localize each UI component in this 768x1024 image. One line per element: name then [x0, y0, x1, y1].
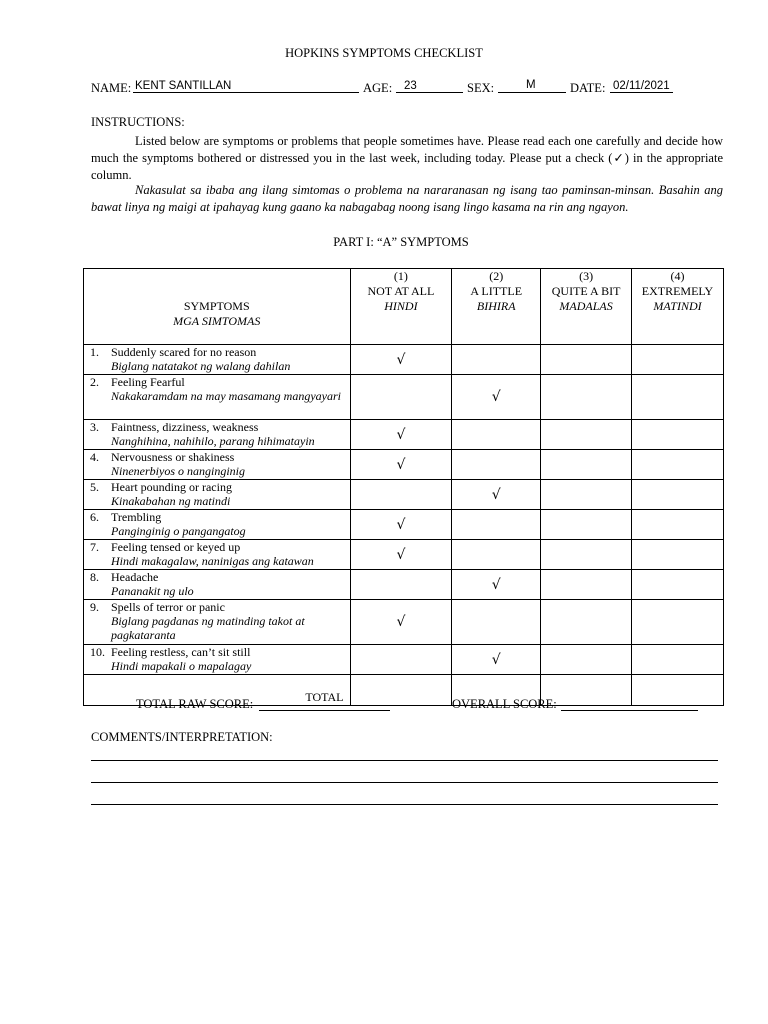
- rating-header-num: (2): [489, 269, 504, 283]
- symptom-english: Trembling: [111, 510, 162, 524]
- check-mark-icon: √: [491, 651, 501, 668]
- rating-cell[interactable]: [632, 420, 724, 450]
- rating-cell[interactable]: [541, 600, 632, 645]
- rating-cell[interactable]: [632, 450, 724, 480]
- symptom-number: 6.: [90, 510, 99, 524]
- check-mark-icon: √: [396, 516, 406, 533]
- symptom-number: 7.: [90, 540, 99, 554]
- rating-cell[interactable]: [452, 600, 541, 645]
- document-title: HOPKINS SYMPTOMS CHECKLIST: [285, 46, 483, 60]
- symptom-cell: [84, 450, 351, 480]
- table-row: [84, 375, 724, 420]
- table-row: [84, 420, 724, 450]
- symptom-filipino: Panginginig o pangangatog: [111, 524, 246, 538]
- table-header-row: [84, 269, 724, 345]
- rating-header-num: (1): [393, 269, 408, 283]
- rating-cell[interactable]: [350, 510, 452, 540]
- rating-cell[interactable]: [452, 510, 541, 540]
- symptoms-header-en: SYMPTOMS: [183, 298, 250, 313]
- rating-header-en: A LITTLE: [470, 284, 523, 298]
- symptom-number: 4.: [90, 450, 99, 464]
- rating-cell[interactable]: [452, 450, 541, 480]
- rating-cell[interactable]: [452, 570, 541, 600]
- rating-cell[interactable]: [541, 420, 632, 450]
- rating-header-fil: HINDI: [384, 299, 418, 313]
- symptom-cell: [84, 345, 351, 375]
- rating-header-num: (4): [670, 269, 685, 283]
- instructions-filipino: [91, 182, 723, 216]
- rating-cell[interactable]: [452, 345, 541, 375]
- symptom-number: 10.: [90, 645, 105, 659]
- table-row: [84, 480, 724, 510]
- check-mark-icon: √: [396, 614, 406, 630]
- check-mark-icon: √: [396, 351, 406, 368]
- symptom-filipino: Hindi mapakali o mapalagay: [111, 659, 252, 673]
- rating-cell[interactable]: [452, 480, 541, 510]
- symptom-filipino: Nakakaramdam na may masamang mangyayari: [111, 389, 341, 403]
- rating-cell[interactable]: [350, 645, 452, 675]
- rating-cell[interactable]: [452, 540, 541, 570]
- symptom-english: Faintness, dizziness, weakness: [111, 420, 259, 434]
- symptom-filipino: Pananakit ng ulo: [111, 584, 194, 598]
- date-field[interactable]: 02/11/2021: [613, 80, 670, 92]
- symptom-english: Feeling Fearful: [111, 375, 185, 389]
- check-mark-icon: √: [491, 486, 501, 503]
- overall-score-field[interactable]: [561, 710, 698, 711]
- rating-header-en: QUITE A BIT: [551, 284, 621, 298]
- rating-cell[interactable]: [632, 375, 724, 420]
- symptom-english: Headache: [111, 570, 159, 584]
- rating-header-en: NOT AT ALL: [367, 284, 435, 298]
- rating-cell[interactable]: [632, 645, 724, 675]
- rating-cell[interactable]: [541, 345, 632, 375]
- table-row: [84, 570, 724, 600]
- rating-column-header: [541, 269, 632, 345]
- symptom-number: 1.: [90, 345, 99, 359]
- symptom-number: 2.: [90, 375, 99, 389]
- overall-score-label: OVERALL SCORE:: [452, 697, 557, 711]
- table-row: [84, 600, 724, 645]
- sex-field[interactable]: M: [526, 79, 536, 91]
- rating-cell[interactable]: [350, 540, 452, 570]
- rating-cell[interactable]: [452, 375, 541, 420]
- rating-cell[interactable]: [541, 375, 632, 420]
- symptom-english: Heart pounding or racing: [111, 480, 232, 494]
- check-mark-icon: √: [396, 546, 406, 563]
- total-cell[interactable]: [350, 675, 452, 706]
- name-underline: [133, 92, 359, 93]
- rating-column-header: [632, 269, 724, 345]
- symptom-english: Suddenly scared for no reason: [111, 345, 257, 359]
- rating-cell[interactable]: [350, 450, 452, 480]
- symptom-cell: [84, 600, 351, 645]
- symptom-filipino: Ninenerbiyos o nanginginig: [111, 464, 245, 478]
- table-row: [84, 450, 724, 480]
- symptom-filipino: Biglang pagdanas ng matinding takot at pagkataranta: [111, 614, 305, 642]
- rating-cell[interactable]: [541, 480, 632, 510]
- table-row: [84, 510, 724, 540]
- symptom-filipino: Hindi makagalaw, naninigas ang katawan: [111, 554, 314, 568]
- rating-header-fil: MATINDI: [653, 299, 702, 313]
- instructions-english-text: Listed below are symptoms or problems that people sometimes have. Please read each one carefully and decide how much the symptoms bothered or distressed you in the last week, including today. Please put a check (✓) in the appropriate column.: [91, 134, 723, 182]
- rating-cell[interactable]: [350, 570, 452, 600]
- rating-cell[interactable]: [541, 645, 632, 675]
- symptom-filipino: Nanghihina, nahihilo, parang hihimatayin: [111, 434, 315, 448]
- check-mark-icon: √: [491, 576, 501, 593]
- symptom-english: Nervousness or shakiness: [111, 450, 235, 464]
- age-underline: [396, 92, 463, 93]
- rating-column-header: [452, 269, 541, 345]
- total-cell[interactable]: [632, 675, 724, 706]
- rating-header-fil: MADALAS: [559, 299, 613, 313]
- table-row: [84, 645, 724, 675]
- rating-cell[interactable]: [632, 570, 724, 600]
- total-raw-score-field[interactable]: [259, 710, 390, 711]
- symptom-number: 5.: [90, 480, 99, 494]
- symptom-english: Spells of terror or panic: [111, 600, 225, 614]
- comment-line[interactable]: [91, 804, 718, 805]
- symptom-number: 9.: [90, 600, 99, 614]
- symptom-cell: [84, 645, 351, 675]
- rating-cell[interactable]: [350, 480, 452, 510]
- rating-cell[interactable]: [632, 480, 724, 510]
- instructions-heading: INSTRUCTIONS:: [91, 115, 185, 129]
- symptoms-header-fil: MGA SIMTOMAS: [173, 313, 261, 328]
- rating-cell[interactable]: [350, 345, 452, 375]
- sex-underline: [498, 92, 566, 93]
- rating-cell[interactable]: [632, 345, 724, 375]
- part-title: PART I: “A” SYMPTOMS: [333, 235, 469, 249]
- rating-column-header: [350, 269, 452, 345]
- symptom-number: 8.: [90, 570, 99, 584]
- rating-cell[interactable]: [632, 600, 724, 645]
- check-mark-icon: √: [396, 456, 406, 473]
- rating-header-num: (3): [579, 269, 594, 283]
- total-label: TOTAL: [84, 675, 351, 706]
- comment-line[interactable]: [91, 782, 718, 783]
- symptom-english: Feeling restless, can’t sit still: [111, 645, 251, 659]
- symptom-filipino: Kinakabahan ng matindi: [111, 494, 231, 508]
- check-mark-icon: √: [396, 426, 406, 443]
- comment-line[interactable]: [91, 760, 718, 761]
- rating-cell[interactable]: [350, 420, 452, 450]
- age-field[interactable]: 23: [404, 80, 417, 92]
- symptom-cell: [84, 540, 351, 570]
- rating-cell[interactable]: [452, 645, 541, 675]
- rating-cell[interactable]: [541, 510, 632, 540]
- total-raw-score-label: TOTAL RAW SCORE:: [136, 697, 254, 711]
- symptoms-column-header: [84, 269, 351, 345]
- symptom-cell: [84, 480, 351, 510]
- rating-cell[interactable]: [452, 420, 541, 450]
- symptom-cell: [84, 375, 351, 420]
- table-row: [84, 345, 724, 375]
- date-label: DATE:: [570, 81, 606, 95]
- date-underline: [610, 92, 673, 93]
- symptom-cell: [84, 420, 351, 450]
- table-row: [84, 540, 724, 570]
- rating-cell[interactable]: [632, 510, 724, 540]
- rating-cell[interactable]: [350, 600, 452, 645]
- comments-heading: COMMENTS/INTERPRETATION:: [91, 730, 273, 744]
- symptom-cell: [84, 510, 351, 540]
- rating-cell[interactable]: [541, 450, 632, 480]
- rating-cell[interactable]: [541, 540, 632, 570]
- rating-header-fil: BIHIRA: [476, 299, 516, 313]
- name-label: NAME:: [91, 81, 132, 95]
- check-mark-icon: √: [491, 389, 501, 405]
- name-field[interactable]: KENT SANTILLAN: [135, 80, 232, 92]
- symptom-number: 3.: [90, 420, 99, 434]
- rating-header-en: EXTREMELY: [641, 284, 714, 298]
- symptom-english: Feeling tensed or keyed up: [111, 540, 241, 554]
- rating-cell[interactable]: [632, 540, 724, 570]
- sex-label: SEX:: [467, 81, 495, 95]
- instructions-filipino-text: Nakasulat sa ibaba ang ilang simtomas o problema na nararanasan ng isang tao paminsan-minsan. Basahin ang bawat linya ng maigi at ipahayag kung gaano ka nabagabag noong isang lingo kasama na rin ang ngayon.: [91, 183, 723, 214]
- symptoms-table: [83, 268, 724, 706]
- symptom-filipino: Biglang natatakot ng walang dahilan: [111, 359, 291, 373]
- age-label: AGE:: [363, 81, 393, 95]
- symptom-cell: [84, 570, 351, 600]
- instructions-english: [91, 133, 723, 184]
- rating-cell[interactable]: [541, 570, 632, 600]
- rating-cell[interactable]: [350, 375, 452, 420]
